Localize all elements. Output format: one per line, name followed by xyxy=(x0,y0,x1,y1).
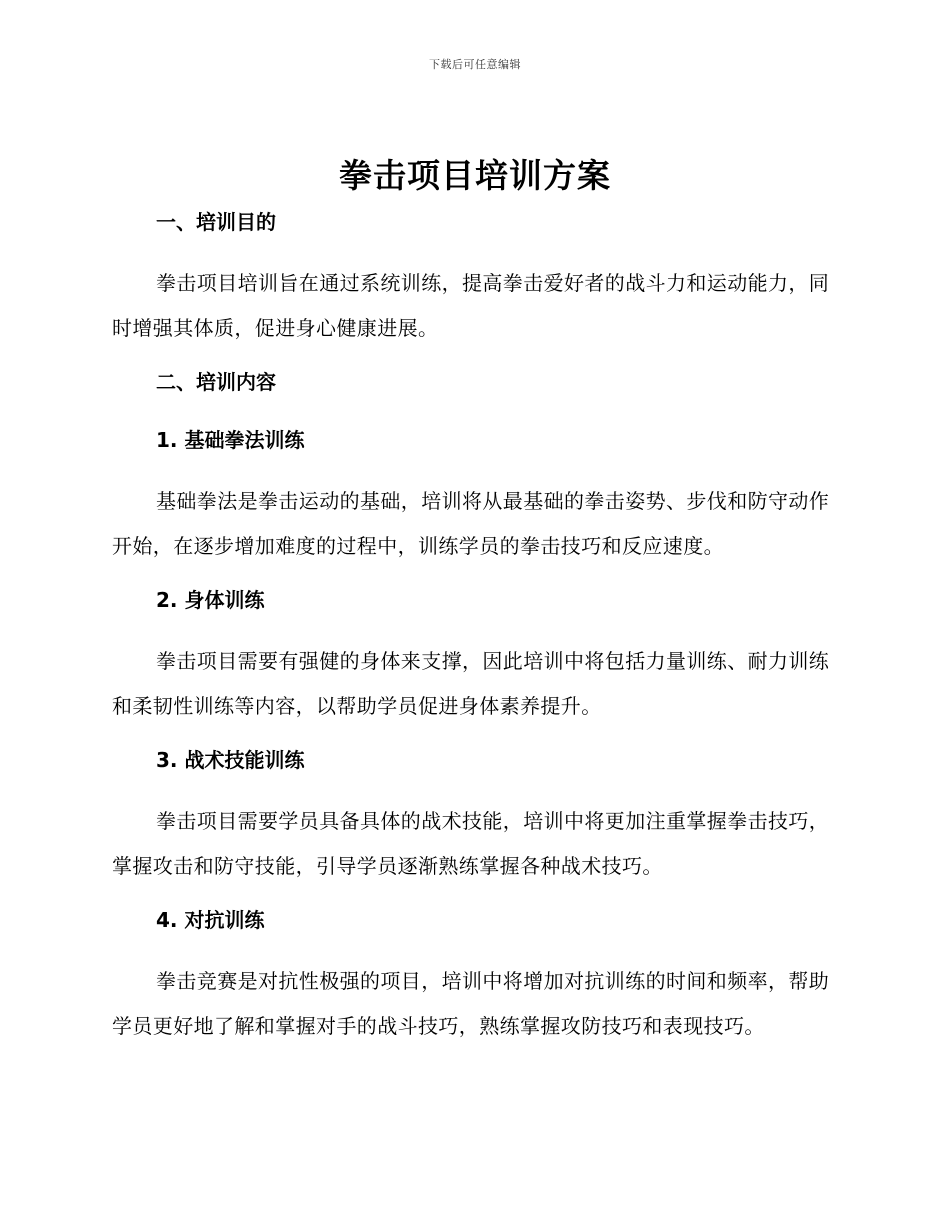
page-header-note: 下载后可任意编辑 xyxy=(429,58,521,71)
document-title: 拳击项目培训方案 xyxy=(339,156,611,195)
section-heading-basic-punch: 1. 基础拳法训练 xyxy=(156,428,305,452)
section-heading-sparring: 4. 对抗训练 xyxy=(156,908,265,932)
section-heading-tactics: 3. 战术技能训练 xyxy=(156,748,305,772)
section-paragraph-basic-punch: 基础拳法是拳击运动的基础，培训将从最基础的拳击姿势、步伐和防守动作开始，在逐步增加难度的过程中，训练学员的拳击技巧和反应速度。 xyxy=(112,489,830,558)
section-paragraph-tactics: 拳击项目需要学员具备具体的战术技能，培训中将更加注重掌握拳击技巧，掌握攻击和防守技能，引导学员逐渐熟练掌握各种战术技巧。 xyxy=(112,809,830,878)
section-paragraph-physical: 拳击项目需要有强健的身体来支撑，因此培训中将包括力量训练、耐力训练和柔韧性训练等内容，以帮助学员促进身体素养提升。 xyxy=(112,649,830,718)
section-paragraph-sparring: 拳击竞赛是对抗性极强的项目，培训中将增加对抗训练的时间和频率，帮助学员更好地了解和掌握对手的战斗技巧，熟练掌握攻防技巧和表现技巧。 xyxy=(112,969,830,1038)
section-paragraph-purpose: 拳击项目培训旨在通过系统训练，提高拳击爱好者的战斗力和运动能力，同时增强其体质，促进身心健康进展。 xyxy=(112,271,830,340)
section-heading-purpose: 一、培训目的 xyxy=(156,210,276,234)
document-body xyxy=(112,203,832,1061)
section-heading-content: 二、培训内容 xyxy=(156,370,276,394)
section-heading-physical: 2. 身体训练 xyxy=(156,588,265,612)
